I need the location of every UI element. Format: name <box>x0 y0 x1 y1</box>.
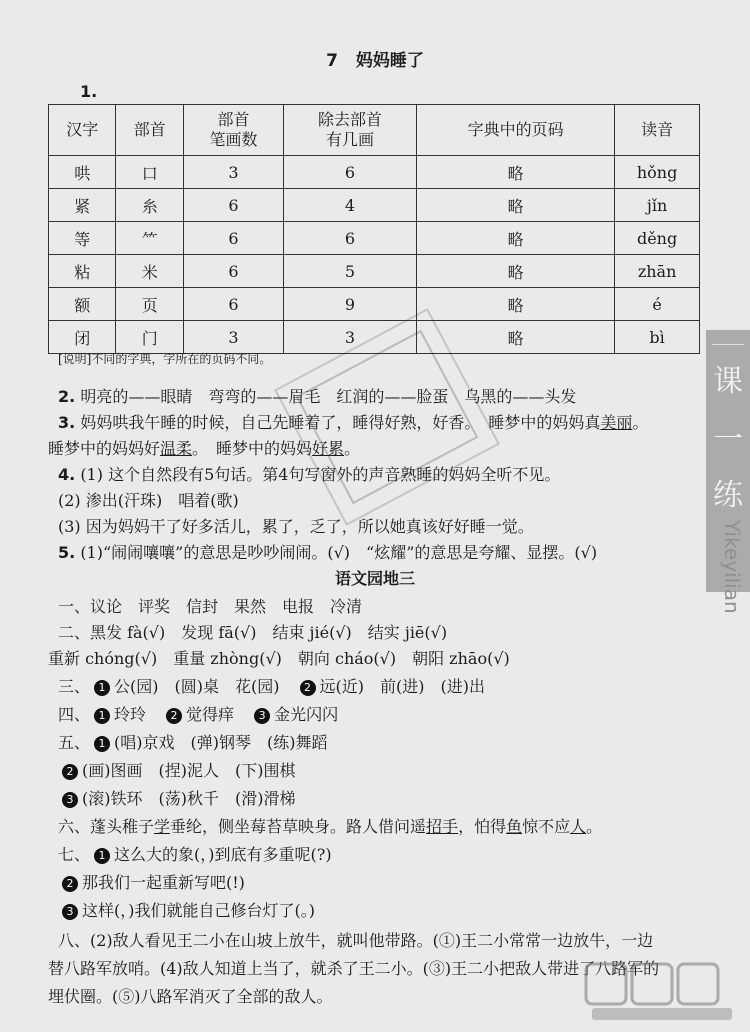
answer-4-line3: (3) 因为妈妈干了好多活儿，累了，乏了，所以她真该好好睡一觉。 <box>58 517 534 536</box>
circle-number: 2 <box>300 680 316 696</box>
table-cell: 9 <box>284 288 417 321</box>
garden-answer-5-1: 五、 1 (唱)京戏 (弹)钢琴 (练)舞蹈 <box>58 733 328 752</box>
lesson-title: 妈妈睡了 <box>355 51 424 71</box>
circle-number: 2 <box>166 708 182 724</box>
garden-answer-5-2: 2 (画)图画 (捏)泥人 (下)围棋 <box>58 758 295 781</box>
table-cell: 略 <box>416 321 614 354</box>
table-header-row <box>49 105 700 156</box>
circle-number: 1 <box>94 680 110 696</box>
table-cell: é <box>615 288 700 321</box>
answer-3-line1: 3. 妈妈哄我午睡的时候，自己先睡着了，睡得好熟，好香。 睡梦中的妈妈真美丽。 <box>58 413 649 432</box>
garden-answer-8-3: 埋伏圈。(⑤)八路军消灭了全部的敌人。 <box>48 987 333 1006</box>
side-tab-char: 练 <box>713 478 743 513</box>
garden-answer-5-3: 3 (滚)铁环 (荡)秋千 (滑)滑梯 <box>58 786 295 809</box>
side-tab-char: 一 <box>713 422 743 457</box>
side-tab-latin: Yikeyilian <box>720 520 744 614</box>
garden-answer-7-2: 2 那我们一起重新写吧(!) <box>58 870 245 893</box>
garden-answer-1: 一、议论 评奖 信封 果然 电报 冷清 <box>58 597 363 616</box>
table-cell: 5 <box>284 255 417 288</box>
answer-4-line2: (2) 渗出(汗珠) 唱着(歌) <box>58 491 239 510</box>
table-cell: 粘 <box>49 255 116 288</box>
circle-number: 3 <box>254 708 270 724</box>
table-cell: 额 <box>49 288 116 321</box>
table-header-cell: 字典中的页码 <box>416 105 614 156</box>
page-title <box>0 46 750 71</box>
table-cell: 6 <box>183 222 283 255</box>
table-cell: 略 <box>416 288 614 321</box>
table-cell: hǒng <box>615 156 700 189</box>
circle-number: 1 <box>94 708 110 724</box>
table-cell: 4 <box>284 189 417 222</box>
table-cell: 6 <box>183 288 283 321</box>
table-cell: 闭 <box>49 321 116 354</box>
table-cell: 口 <box>116 156 183 189</box>
answer-5: 5. (1)“闹闹嚷嚷”的意思是吵吵闹闹。(√) “炫耀”的意思是夸耀、显摆。(√) <box>58 543 598 562</box>
watermark-logo <box>582 958 742 1024</box>
table-header-cell: 部首 笔画数 <box>183 105 283 156</box>
circle-number: 1 <box>94 848 110 864</box>
lesson-number: 7 <box>326 51 338 71</box>
table-cell: 6 <box>284 156 417 189</box>
question-1-label: 1. <box>80 82 98 101</box>
table-cell: 米 <box>116 255 183 288</box>
table-header-cell: 读音 <box>615 105 700 156</box>
table-cell: ⺮ <box>116 222 183 255</box>
garden-answer-8-2: 替八路军放哨。(4)敌人知道上当了，就杀了王二小。(③)王二小把敌人带进了八路军的 <box>48 959 660 978</box>
table-cell: 哄 <box>49 156 116 189</box>
table-note: [说明]不同的字典，字所在的页码不同。 <box>58 352 272 366</box>
table-cell: 糸 <box>116 189 183 222</box>
table-cell: 3 <box>284 321 417 354</box>
garden-answer-7-3: 3 这样(，)我们就能自己修台灯了(。) <box>58 898 315 921</box>
table-row <box>49 288 700 321</box>
garden-answer-8-1: 八、(2)敌人看见王二小在山坡上放牛，就叫他带路。(①)王二小常常一边放牛，一边 <box>58 931 654 950</box>
table-row <box>49 255 700 288</box>
table-header-cell: 部首 <box>116 105 183 156</box>
table-row <box>49 189 700 222</box>
table-row <box>49 222 700 255</box>
table-cell: 略 <box>416 222 614 255</box>
circle-number: 2 <box>62 876 78 892</box>
table-cell: 6 <box>284 222 417 255</box>
circle-number: 1 <box>94 736 110 752</box>
table-cell: 略 <box>416 255 614 288</box>
table-cell: 略 <box>416 189 614 222</box>
table-cell: zhān <box>615 255 700 288</box>
answer-4-line1: 4. (1) 这个自然段有5句话。第4句写窗外的声音熟睡的妈妈全听不见。 <box>58 465 561 484</box>
side-tab-char: 课 <box>713 364 743 399</box>
answer-3-line2: 睡梦中的妈妈好温柔。 睡梦中的妈妈好累。 <box>48 439 361 458</box>
circle-number: 3 <box>62 792 78 808</box>
table-cell: 页 <box>116 288 183 321</box>
table-cell: 6 <box>183 255 283 288</box>
garden-answer-2b: 重新 chóng(√) 重量 zhòng(√) 朝向 cháo(√) 朝阳 zhāo(√) <box>48 649 510 668</box>
section-title-garden: 语文园地三 <box>334 569 415 588</box>
table-cell: jǐn <box>615 189 700 222</box>
dictionary-table <box>48 104 700 354</box>
table-header-cell: 汉字 <box>49 105 116 156</box>
table-cell: 6 <box>183 189 283 222</box>
garden-answer-6: 六、蓬头稚子学垂纶，侧坐莓苔草映身。路人借问遥招手，怕得鱼惊不应人。 <box>58 817 603 836</box>
garden-answer-7-1: 七、 1 这么大的象(，)到底有多重呢(?) <box>58 845 332 864</box>
table-cell: děng <box>615 222 700 255</box>
circle-number: 3 <box>62 904 78 920</box>
table-row <box>49 156 700 189</box>
circle-number: 2 <box>62 764 78 780</box>
garden-answer-4: 四、 1 玲玲 2 觉得痒 3 金光闪闪 <box>58 705 339 724</box>
garden-answer-2a: 二、黑发 fà(√) 发现 fā(√) 结束 jié(√) 结实 jiē(√) <box>58 623 448 642</box>
answer-2: 2. 明亮的——眼睛 弯弯的——眉毛 红润的——脸蛋 乌黑的——头发 <box>58 387 577 406</box>
garden-answer-3: 三、 1 公(园) (圆)桌 花(园) 2 远(近) 前(进) (进)出 <box>58 677 485 696</box>
table-cell: 紧 <box>49 189 116 222</box>
table-cell: 门 <box>116 321 183 354</box>
table-cell: 等 <box>49 222 116 255</box>
table-header-cell: 除去部首 有几画 <box>284 105 417 156</box>
table-cell: 略 <box>416 156 614 189</box>
table-cell: bì <box>615 321 700 354</box>
table-cell: 3 <box>183 156 283 189</box>
table-cell: 3 <box>183 321 283 354</box>
